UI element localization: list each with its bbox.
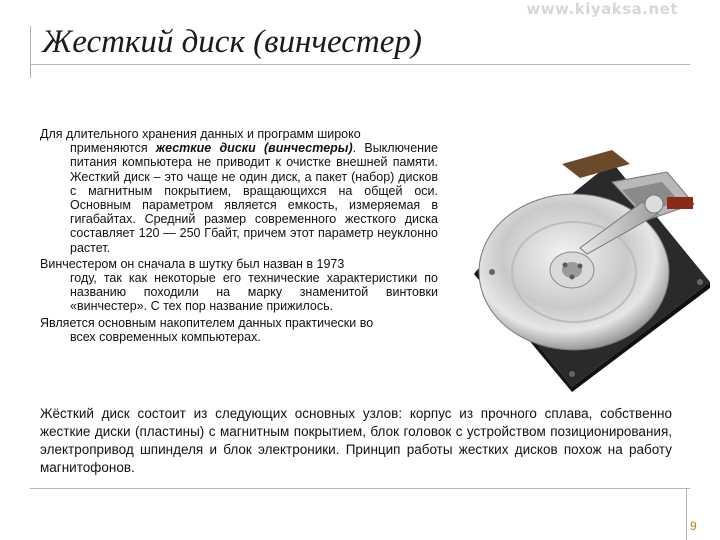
hdd-corner-screw-3 — [697, 279, 703, 285]
hdd-screw-2 — [578, 264, 583, 269]
slide-title: Жесткий диск (винчестер) — [42, 24, 422, 60]
bottom-paragraph: Жёсткий диск состоит из следующих основных узлов: корпус из прочного сплава, собственно жесткие диски (пластины) с магнитным покрытием, блок головок с устройством позиционирования, электропривод шпинделя и блок электроники. Принцип работы жестких дисков похож на работу магнитофонов. — [40, 406, 672, 475]
hdd-screw-1 — [563, 263, 568, 268]
paragraph-3-first-line: Является основным накопителем данных практически во — [40, 315, 374, 330]
hdd-corner-screw-1 — [489, 269, 495, 275]
paragraph-1-pre: применяются — [70, 141, 156, 156]
paragraph-1-body — [40, 141, 438, 255]
page-number: 9 — [690, 519, 697, 533]
left-text-column — [40, 127, 438, 346]
paragraph-2-body: году, так как некоторые его технические характеристики по названию походили на марку знаменитой винтовки «винчестер». С тех пор название прижилось. — [70, 271, 438, 314]
emphasis-hard-drives: жесткие диски (винчестеры) — [155, 141, 353, 156]
title-divider-horizontal — [30, 64, 690, 65]
title-divider-vertical — [30, 26, 31, 78]
paragraph-1-post: . Выключение питания компьютера не приводит к очистке внешней памяти. Жесткий диск – это чаще не один диск, а пакет (набор) дисков с магнитным покрытием, вращающихся на общей оси. Основным параметром является емкость, измеряемая в гигабайтах. Средний размер современного жесткого диска составляет 120 — 250 Гбайт, причем этот параметр неуклонно растет. — [70, 141, 438, 255]
footer-divider-vertical — [686, 488, 687, 540]
footer-divider-horizontal — [30, 488, 690, 489]
hdd-actuator-pivot — [645, 195, 663, 213]
paragraph-3 — [40, 316, 438, 344]
paragraph-2-first-line: Винчестером он сначала в шутку был назван в 1973 — [40, 256, 345, 271]
paragraph-1 — [40, 127, 438, 255]
paragraph-2 — [40, 257, 438, 314]
paragraph-3-body: всех современных компьютерах. — [70, 329, 261, 344]
watermark: www.kiyaksa.net — [526, 0, 678, 18]
hdd-corner-screw-2 — [569, 371, 575, 377]
hdd-latch — [667, 197, 693, 209]
hdd-screw-3 — [570, 275, 575, 280]
paragraph-1-first-line: Для длительного хранения данных и программ широко — [40, 127, 361, 141]
hard-drive-image — [462, 142, 712, 392]
